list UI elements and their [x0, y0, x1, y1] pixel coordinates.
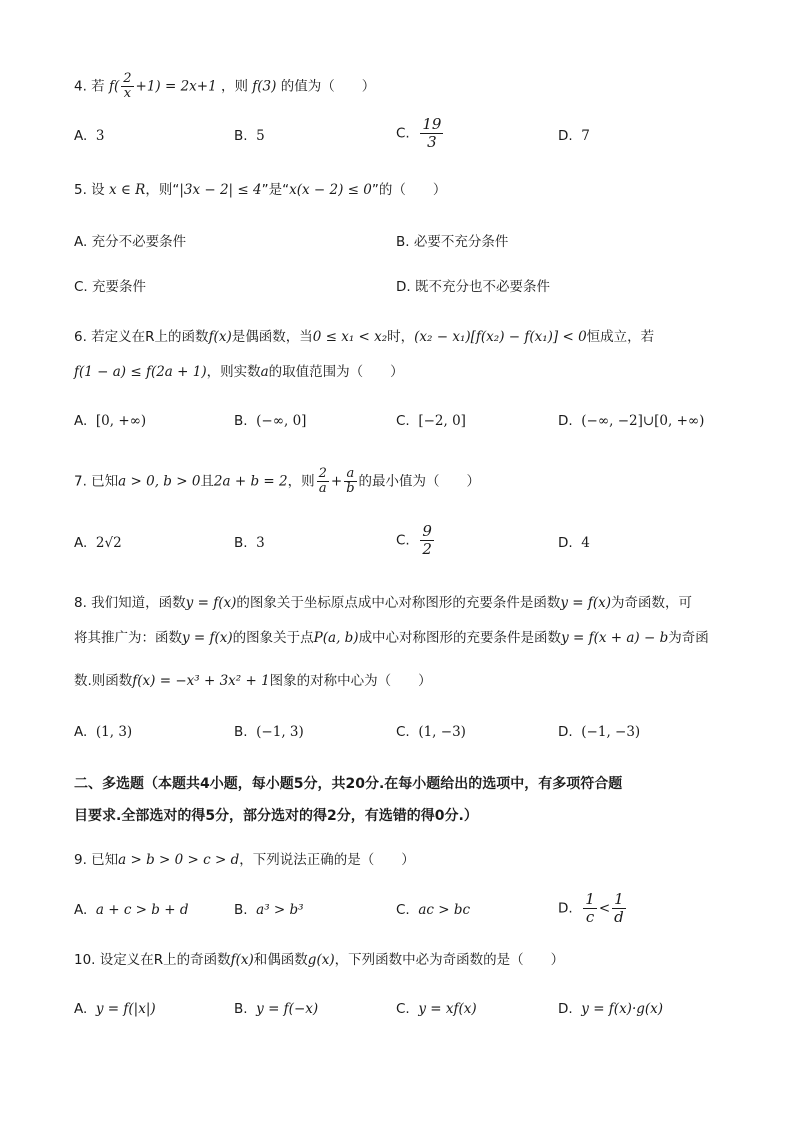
- option-7a[interactable]: [74, 533, 122, 553]
- question-6-prefix: 6. 若定义在R上的函数: [74, 329, 209, 345]
- question-5: [74, 180, 734, 200]
- option-letter: B.: [234, 413, 248, 429]
- option-value: 2√2: [95, 535, 122, 551]
- option-value: y = f(x)·g(x): [581, 1001, 664, 1017]
- question-4-prefix: 4. 若: [74, 78, 105, 95]
- option-value: a³ > b³: [256, 902, 304, 918]
- option-10b[interactable]: [234, 999, 318, 1019]
- option-fraction: [583, 891, 597, 926]
- option-letter: A.: [74, 535, 88, 551]
- question-10-mid: 和偶函数: [253, 952, 308, 968]
- question-5-cond2: |3x − 2| ≤ 4: [179, 182, 262, 198]
- question-4-mid: ，则: [220, 78, 248, 95]
- option-4c[interactable]: [396, 116, 445, 151]
- fraction-denominator: d: [614, 908, 624, 926]
- option-value: ac > bc: [418, 902, 471, 918]
- option-value: (1, −3): [418, 724, 466, 740]
- option-4d[interactable]: [558, 126, 590, 146]
- option-letter: A.: [74, 128, 88, 144]
- option-5d[interactable]: D. 既不充分也不必要条件: [396, 279, 550, 295]
- option-7b[interactable]: [234, 533, 265, 553]
- question-5-mid2: ”是“: [261, 182, 290, 198]
- option-4b[interactable]: [234, 126, 265, 146]
- option-fraction: [420, 523, 434, 558]
- fraction-numerator: 19: [422, 115, 442, 133]
- question-8-line-3: [74, 671, 734, 691]
- option-value: 4: [581, 535, 590, 551]
- option-letter: D.: [558, 128, 573, 144]
- option-letter: C.: [396, 532, 410, 549]
- option-letter: D.: [558, 1001, 573, 1017]
- question-5-cond1: x ∈ R: [108, 182, 146, 198]
- question-10-f: f(x): [230, 952, 254, 968]
- question-6-var: a: [260, 364, 269, 380]
- option-letter: B.: [234, 1001, 248, 1017]
- option-letter: B.: [234, 902, 248, 918]
- fraction-numerator: a: [344, 467, 356, 482]
- fraction-numerator: 2: [123, 71, 132, 86]
- question-5-prefix: 5. 设: [74, 182, 105, 198]
- question-4-fx: f(3): [252, 78, 277, 95]
- option-letter: A.: [74, 902, 88, 918]
- option-10c[interactable]: [396, 999, 477, 1019]
- option-value: a + c > b + d: [95, 902, 189, 918]
- option-9a[interactable]: [74, 900, 188, 920]
- question-8-text: 8. 我们知道，函数: [74, 595, 186, 611]
- option-value: [−2, 0]: [418, 413, 466, 429]
- question-7-cond2: 2a + b = 2: [213, 473, 288, 490]
- option-letter: D.: [558, 535, 573, 551]
- option-value: 5: [256, 128, 265, 144]
- question-4-eq-fraction: [121, 72, 133, 101]
- option-letter: C.: [396, 1001, 410, 1017]
- question-5-suffix: ”的（ ）: [371, 182, 447, 198]
- fraction-numerator: 2: [318, 466, 327, 481]
- question-7-mid1: 且: [200, 473, 214, 490]
- question-7-fraction-2: [344, 467, 356, 496]
- question-8-text: 数.则函数: [74, 673, 133, 689]
- option-7d[interactable]: [558, 533, 590, 553]
- question-6-cond3: f(1 − a) ≤ f(2a + 1): [74, 364, 207, 380]
- option-letter: C.: [396, 125, 410, 142]
- option-letter: B.: [234, 724, 248, 740]
- option-8a[interactable]: [74, 722, 132, 742]
- question-6-mid3: ，则实数: [206, 364, 261, 380]
- option-letter: D.: [558, 724, 573, 740]
- question-6-mid2: 时，: [387, 329, 415, 345]
- fraction-denominator: 3: [427, 133, 437, 151]
- option-letter: A.: [74, 1001, 88, 1017]
- question-7-cond1: a > 0, b > 0: [118, 473, 201, 490]
- question-10: [74, 950, 734, 970]
- question-9-cond: a > b > 0 > c > d: [118, 852, 240, 868]
- question-8-text: 的图象关于坐标原点成中心对称图形的充要条件是函数: [236, 595, 561, 611]
- option-fraction: [612, 891, 626, 926]
- question-10-prefix: 10. 设定义在R上的奇函数: [74, 952, 231, 968]
- less-than-sign: <: [598, 900, 611, 917]
- section-heading-line-2: 目要求.全部选对的得5分，部分选对的得2分，有选错的得0分.）: [74, 808, 478, 824]
- question-8-text: 将其推广为：函数: [74, 630, 182, 646]
- question-8-eq: y = f(x): [185, 595, 237, 611]
- question-8-eq: f(x) = −x³ + 3x² + 1: [132, 673, 270, 689]
- fraction-denominator: x: [123, 86, 132, 101]
- option-6b[interactable]: [234, 411, 306, 431]
- question-7-prefix: 7. 已知: [74, 473, 119, 490]
- question-8-line-2: [74, 628, 734, 648]
- section-heading-line-1: 二、多选题（本题共4小题，每小题5分，共20分.在每小题给出的选项中，有多项符合题: [74, 776, 623, 792]
- fraction-denominator: 2: [422, 540, 432, 558]
- question-8-eq: y = f(x): [560, 595, 612, 611]
- option-10a[interactable]: [74, 999, 156, 1019]
- question-10-suffix: ，下列函数中必为奇函数的是（ ）: [334, 952, 565, 968]
- option-8b[interactable]: [234, 722, 304, 742]
- option-value: y = xf(x): [418, 1001, 477, 1017]
- fraction-denominator: b: [346, 481, 355, 496]
- option-letter: D.: [558, 900, 573, 917]
- option-value: (1, 3): [95, 724, 133, 740]
- question-6-mid: 是偶函数，当: [231, 329, 313, 345]
- option-letter: A.: [74, 413, 88, 429]
- option-9b[interactable]: [234, 900, 304, 920]
- option-value: (−1, −3): [581, 724, 641, 740]
- question-6-suffix2: 的取值范围为（ ）: [268, 364, 404, 380]
- option-value: (−∞, −2]∪[0, +∞): [581, 413, 705, 429]
- option-6c[interactable]: [396, 411, 466, 431]
- option-letter: C.: [396, 413, 410, 429]
- question-5-cond3: x(x − 2) ≤ 0: [289, 182, 372, 198]
- option-value: (−∞, 0]: [256, 413, 307, 429]
- question-7-fraction-1: [317, 467, 329, 496]
- question-8-text: 图象的对称中心为（ ）: [269, 673, 432, 689]
- option-9d[interactable]: [558, 891, 628, 926]
- option-10d[interactable]: [558, 999, 663, 1019]
- option-value: (−1, 3): [256, 724, 304, 740]
- question-7: [74, 467, 734, 496]
- question-8-eq: P(a, b): [313, 630, 359, 646]
- option-9c[interactable]: [396, 900, 470, 920]
- question-8-eq: y = f(x): [182, 630, 233, 646]
- question-5-mid1: ，则“: [145, 182, 180, 198]
- option-5b[interactable]: B. 必要不充分条件: [396, 234, 509, 250]
- question-6-fx: f(x): [208, 329, 232, 345]
- question-9: [74, 850, 734, 870]
- option-value: y = f(|x|): [95, 1001, 156, 1017]
- question-6-line-2: [74, 362, 734, 382]
- question-9-prefix: 9. 已知: [74, 852, 119, 868]
- option-8d[interactable]: [558, 722, 640, 742]
- option-7c[interactable]: [396, 523, 436, 558]
- question-10-g: g(x): [307, 952, 335, 968]
- question-6-cond1: 0 ≤ x₁ < x₂: [312, 329, 388, 345]
- question-7-suffix: 的最小值为（ ）: [358, 473, 481, 490]
- question-7-mid2: ，则: [287, 473, 315, 490]
- fraction-denominator: c: [585, 908, 595, 926]
- option-fraction: [420, 116, 443, 151]
- question-9-suffix: ，下列说法正确的是（ ）: [239, 852, 415, 868]
- question-8-text: 成中心对称图形的充要条件是函数: [358, 630, 562, 646]
- option-letter: A.: [74, 724, 88, 740]
- option-value: y = f(−x): [256, 1001, 319, 1017]
- fraction-numerator: 9: [422, 522, 432, 540]
- question-4-eq-head: f(: [108, 78, 120, 95]
- fraction-numerator: 1: [612, 891, 626, 909]
- question-8-eq: y = f(x + a) − b: [561, 630, 669, 646]
- option-6d[interactable]: [558, 411, 704, 431]
- option-letter: C.: [396, 902, 410, 918]
- option-letter: D.: [558, 413, 573, 429]
- question-6-line-1: [74, 327, 734, 347]
- question-8-line-1: [74, 593, 734, 613]
- option-value: 3: [256, 535, 265, 551]
- option-5c[interactable]: C. 充要条件: [74, 279, 147, 295]
- option-4a[interactable]: [74, 126, 104, 146]
- question-4-eq-tail: +1) = 2x+1: [135, 78, 217, 95]
- question-4-suffix: 的值为（ ）: [280, 78, 376, 95]
- question-6-suffix1: 恒成立，若: [586, 329, 655, 345]
- option-5a[interactable]: A. 充分不必要条件: [74, 234, 187, 250]
- question-4: [74, 72, 734, 101]
- question-8-text: 为奇函: [668, 630, 709, 646]
- option-value: 7: [581, 128, 590, 144]
- question-6-cond2: (x₂ − x₁)[f(x₂) − f(x₁)] < 0: [414, 329, 587, 345]
- plus-sign: +: [330, 473, 343, 490]
- option-value: 3: [95, 128, 105, 144]
- question-8-text: 的图象关于点: [232, 630, 314, 646]
- option-8c[interactable]: [396, 722, 466, 742]
- option-6a[interactable]: [74, 411, 146, 431]
- fraction-numerator: 1: [585, 890, 595, 908]
- question-8-text: 为奇函数，可: [611, 595, 693, 611]
- option-letter: B.: [234, 535, 248, 551]
- option-letter: C.: [396, 724, 410, 740]
- fraction-denominator: a: [318, 481, 327, 496]
- option-value: [0, +∞): [95, 413, 147, 429]
- option-letter: B.: [234, 128, 248, 144]
